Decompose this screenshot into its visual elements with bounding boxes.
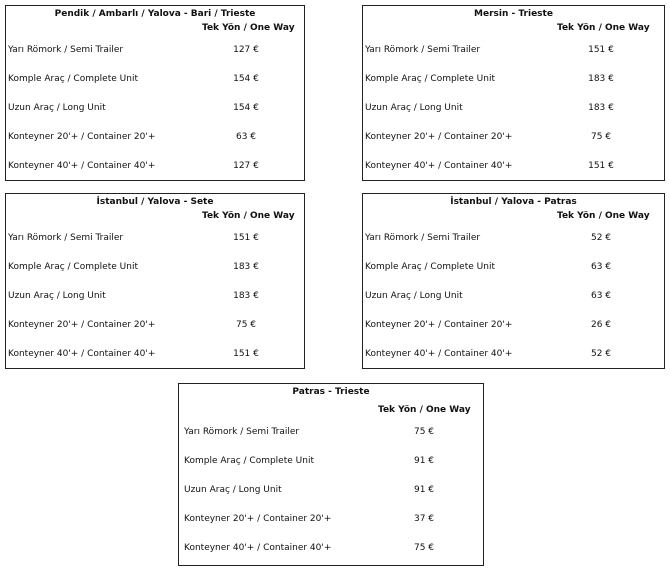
route-table-pendik-bari-trieste	[5, 5, 305, 181]
price-container-20: 26 €	[590, 320, 612, 330]
price-container-40: 151 €	[233, 349, 259, 359]
row-label-container-20: Konteyner 20'+ / Container 20'+	[365, 320, 513, 330]
row-label-long-unit: Uzun Araç / Long Unit	[8, 103, 106, 113]
price-complete-unit: 183 €	[588, 74, 614, 84]
row-label-semi-trailer: Yarı Römork / Semi Trailer	[184, 427, 300, 437]
row-label-complete-unit: Komple Araç / Complete Unit	[8, 74, 138, 84]
row-label-container-40: Konteyner 40'+ / Container 40'+	[184, 543, 332, 553]
price-long-unit: 183 €	[588, 103, 614, 113]
row-label-container-40: Konteyner 40'+ / Container 40'+	[8, 349, 156, 359]
row-label-container-40: Konteyner 40'+ / Container 40'+	[365, 349, 513, 359]
price-long-unit: 91 €	[413, 485, 435, 495]
row-label-semi-trailer: Yarı Römork / Semi Trailer	[8, 233, 124, 243]
price-container-20: 63 €	[235, 132, 257, 142]
row-label-container-20: Konteyner 20'+ / Container 20'+	[184, 514, 332, 524]
price-long-unit: 183 €	[233, 291, 259, 301]
price-complete-unit: 154 €	[233, 74, 259, 84]
row-label-long-unit: Uzun Araç / Long Unit	[8, 291, 106, 301]
row-label-long-unit: Uzun Araç / Long Unit	[365, 291, 463, 301]
row-label-semi-trailer: Yarı Römork / Semi Trailer	[365, 233, 481, 243]
one-way-header: Tek Yön / One Way	[202, 211, 295, 221]
price-complete-unit: 63 €	[590, 262, 612, 272]
row-label-semi-trailer: Yarı Römork / Semi Trailer	[365, 45, 481, 55]
route-table-istanbul-sete	[5, 193, 305, 369]
one-way-header: Tek Yön / One Way	[557, 211, 650, 221]
price-semi-trailer: 75 €	[413, 427, 435, 437]
price-container-20: 37 €	[413, 514, 435, 524]
price-complete-unit: 183 €	[233, 262, 259, 272]
row-label-container-40: Konteyner 40'+ / Container 40'+	[365, 161, 513, 171]
row-label-container-20: Konteyner 20'+ / Container 20'+	[8, 132, 156, 142]
row-label-complete-unit: Komple Araç / Complete Unit	[184, 456, 314, 466]
price-long-unit: 154 €	[233, 103, 259, 113]
route-title: İstanbul / Yalova - Patras	[450, 197, 577, 207]
row-label-long-unit: Uzun Araç / Long Unit	[365, 103, 463, 113]
route-title: İstanbul / Yalova - Sete	[96, 197, 214, 207]
price-container-40: 75 €	[413, 543, 435, 553]
price-complete-unit: 91 €	[413, 456, 435, 466]
row-label-container-20: Konteyner 20'+ / Container 20'+	[8, 320, 156, 330]
one-way-header: Tek Yön / One Way	[202, 23, 295, 33]
route-title: Mersin - Trieste	[474, 9, 553, 19]
price-semi-trailer: 151 €	[233, 233, 259, 243]
one-way-header: Tek Yön / One Way	[557, 23, 650, 33]
row-label-complete-unit: Komple Araç / Complete Unit	[365, 262, 495, 272]
route-table-istanbul-patras	[362, 193, 665, 369]
price-container-40: 151 €	[588, 161, 614, 171]
price-container-20: 75 €	[590, 132, 612, 142]
price-container-20: 75 €	[235, 320, 257, 330]
one-way-header: Tek Yön / One Way	[378, 405, 471, 415]
route-title: Pendik / Ambarlı / Yalova - Bari / Trieste	[54, 9, 256, 19]
row-label-semi-trailer: Yarı Römork / Semi Trailer	[8, 45, 124, 55]
route-title: Patras - Trieste	[292, 387, 370, 397]
price-container-40: 52 €	[590, 349, 612, 359]
price-container-40: 127 €	[233, 161, 259, 171]
price-semi-trailer: 127 €	[233, 45, 259, 55]
price-semi-trailer: 151 €	[588, 45, 614, 55]
route-table-patras-trieste	[178, 383, 484, 566]
row-label-complete-unit: Komple Araç / Complete Unit	[365, 74, 495, 84]
row-label-complete-unit: Komple Araç / Complete Unit	[8, 262, 138, 272]
row-label-long-unit: Uzun Araç / Long Unit	[184, 485, 282, 495]
price-semi-trailer: 52 €	[590, 233, 612, 243]
row-label-container-40: Konteyner 40'+ / Container 40'+	[8, 161, 156, 171]
route-table-mersin-trieste	[362, 5, 665, 181]
row-label-container-20: Konteyner 20'+ / Container 20'+	[365, 132, 513, 142]
price-long-unit: 63 €	[590, 291, 612, 301]
